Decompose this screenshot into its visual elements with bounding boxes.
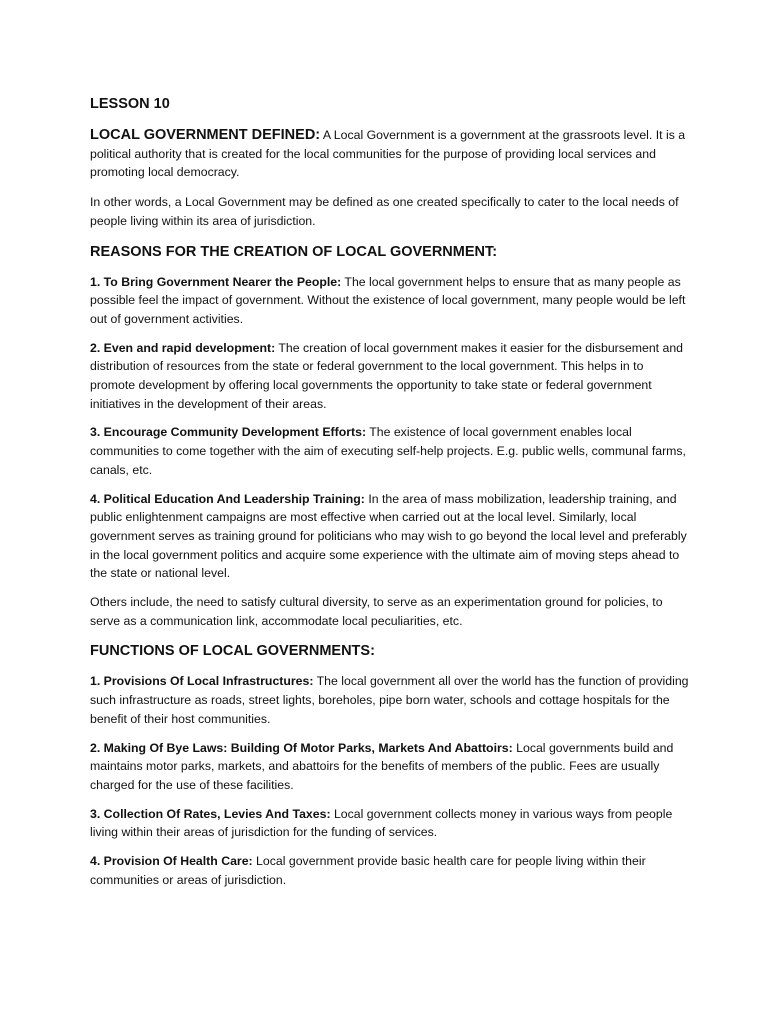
reason-item-2 xyxy=(90,339,690,414)
reasons-others-paragraph: Others include, the need to satisfy cultural diversity, to serve as an experimentation ground for policies, to serve as a communication link, accommodate local peculiarities, etc. xyxy=(90,595,663,628)
function-item-title: 2. Making Of Bye Laws: Building Of Motor Parks, Markets And Abattoirs: xyxy=(90,740,513,755)
reason-item-text: The local government helps to ensure that as many people as possible feel the impact of government. Without the existence of local government, many people would be left out of government activities. xyxy=(90,274,686,326)
function-item-title: 3. Collection Of Rates, Levies And Taxes: xyxy=(90,806,331,821)
definition-heading: LOCAL GOVERNMENT DEFINED: xyxy=(90,127,321,143)
reason-item-title: 3. Encourage Community Development Efforts: xyxy=(90,425,367,440)
function-item-text: Local government provide basic health care for people living within their communities or areas of jurisdiction. xyxy=(90,854,646,887)
function-item-1 xyxy=(90,672,690,728)
function-item-text: Local government collects money in various ways from people living within their areas of jurisdiction for the funding of services. xyxy=(90,806,673,840)
document-page xyxy=(90,94,690,900)
reason-item-title: 2. Even and rapid development: xyxy=(90,340,276,355)
lesson-title: LESSON 10 xyxy=(90,96,170,112)
function-item-title: 1. Provisions Of Local Infrastructures: xyxy=(90,674,314,689)
function-item-4 xyxy=(90,852,690,889)
definition-text: A Local Government is a government at the grassroots level. It is a political authority that is created for the local communities for the purpose of providing local services and promoting local democracy. xyxy=(90,128,686,180)
reason-item-3 xyxy=(90,423,690,479)
other-words-paragraph: In other words, a Local Government may be defined as one created specifically to cater to the local needs of people living within its area of jurisdiction. xyxy=(90,195,679,228)
function-item-2 xyxy=(90,739,690,795)
function-item-3 xyxy=(90,805,690,842)
reason-item-1 xyxy=(90,273,690,329)
reason-item-4 xyxy=(90,490,690,584)
reason-item-text: The creation of local government makes it easier for the disbursement and distribution of resources from the state or federal government to the local government. This helps in to promote development by offering local governments the opportunity to take state or federal government initiatives in the development of their areas. xyxy=(90,340,684,411)
function-item-text: The local government all over the world has the function of providing such infrastructure as roads, street lights, boreholes, pipe born water, schools and cottage hospitals for the benefit of their host communities. xyxy=(90,674,689,726)
reason-item-text: The existence of local government enables local communities to come together with the aim of executing self-help projects. E.g. public wells, communal farms, canals, etc. xyxy=(90,425,686,477)
function-item-text: Local governments build and maintains motor parks, markets, and abattoirs for the benefits of members of the public. Fees are usually charged for the use of these facilities. xyxy=(90,740,674,792)
reason-item-title: 1. To Bring Government Nearer the People: xyxy=(90,274,342,289)
reasons-heading: REASONS FOR THE CREATION OF LOCAL GOVERNMENT: xyxy=(90,243,498,260)
definition-paragraph xyxy=(90,126,690,182)
reason-item-title: 4. Political Education And Leadership Training: xyxy=(90,491,365,506)
functions-heading: FUNCTIONS OF LOCAL GOVERNMENTS: xyxy=(90,643,375,660)
function-item-title: 4. Provision Of Health Care: xyxy=(90,854,253,869)
reason-item-text: In the area of mass mobilization, leadership training, and public enlightenment campaigns are most effective when carried out at the local level. Similarly, local government serves as training ground for politicians who may wish to go beyond the local level and preferably in the local government politics and acquire some experience with the ultimate aim of moving steps ahead to the state or national level. xyxy=(90,491,687,581)
